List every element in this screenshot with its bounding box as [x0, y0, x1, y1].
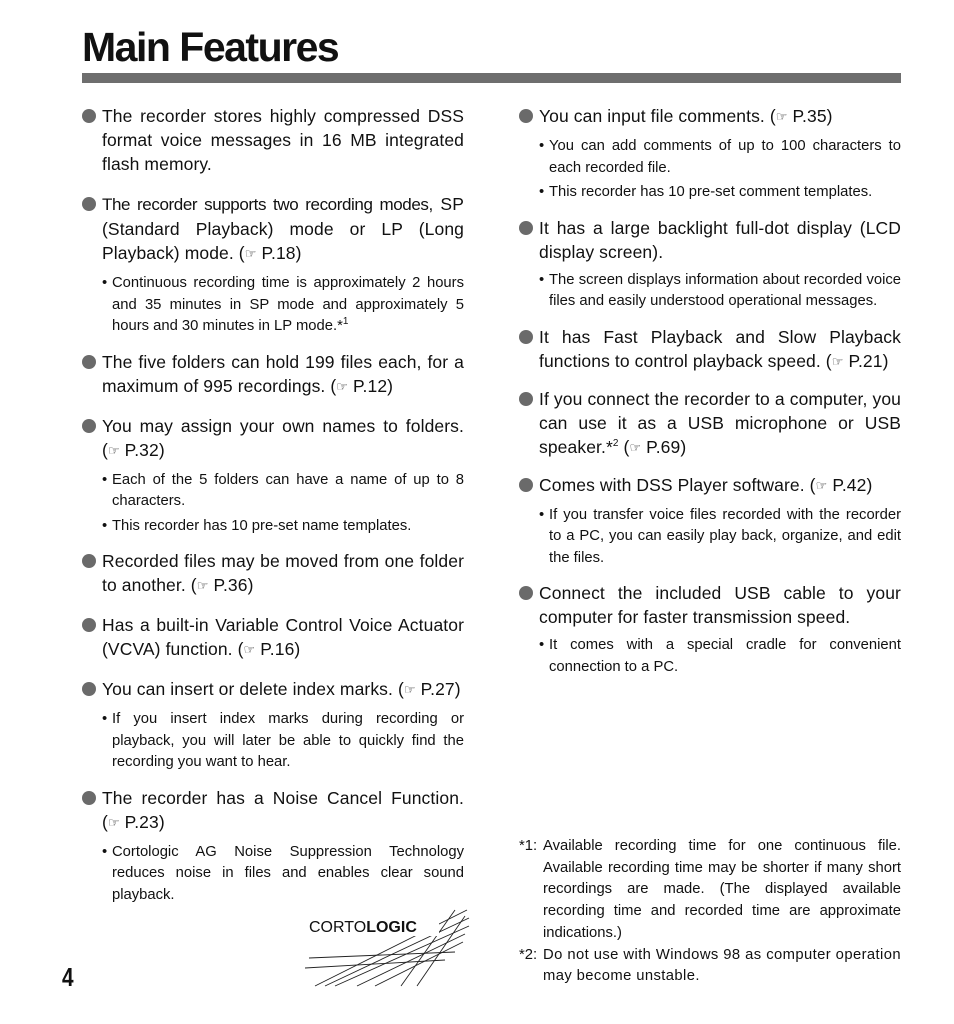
page-reference-text: P.27): [420, 679, 461, 699]
sub-bullet-icon: •: [102, 471, 108, 488]
pointing-hand-icon: ☞: [831, 353, 844, 369]
footnote-ref: 2: [612, 437, 619, 449]
sub-bullet-list: [102, 842, 464, 907]
feature-body-text: You can insert or delete index marks. (: [102, 679, 404, 699]
page-reference: [629, 437, 686, 457]
bullet-dot-icon: [82, 791, 96, 805]
feature-body-text: Connect the included USB cable to your computer for faster transmission speed.: [539, 583, 901, 627]
footnote-1: [519, 836, 901, 945]
sub-bullet-item: [539, 635, 901, 678]
feature-text: [102, 192, 464, 267]
feature-item: [82, 104, 464, 176]
feature-body-text: Comes with DSS Player software. (: [539, 474, 816, 495]
sub-bullet-icon: •: [539, 184, 545, 200]
cortologic-logo: [305, 908, 470, 988]
feature-body-text: The recorder has a Noise Cancel Function. (: [102, 787, 464, 832]
footnote-text: Available recording time for one continuous file. Available recording time may be shorter if many short recordings are made. (The displayed available recording time and recorded time are approximate indications.): [543, 838, 901, 941]
feature-text: [102, 786, 464, 836]
feature-item: [82, 549, 464, 599]
feature-text: [102, 677, 464, 703]
sub-bullet-text: If you insert index marks during recording or playback, you will later be able to quickly find the recording you want to hear.: [112, 711, 464, 770]
page-reference: [776, 106, 833, 126]
bullet-dot-icon: [82, 554, 96, 568]
page-reference-text: P.32): [124, 439, 165, 460]
sub-bullet-icon: •: [539, 637, 545, 653]
feature-item: [519, 387, 901, 461]
feature-text: [102, 350, 464, 400]
bullet-dot-icon: [519, 330, 533, 344]
footnote-mark: *1:: [519, 838, 538, 854]
feature-text: [102, 414, 464, 464]
page-reference-text: P.18): [261, 243, 302, 263]
bullet-dot-icon: [519, 586, 533, 600]
pointing-hand-icon: ☞: [107, 442, 120, 458]
sub-bullet-text: This recorder has 10 pre-set name templates.: [112, 517, 412, 534]
sub-bullet-icon: •: [539, 271, 545, 288]
sub-bullet-icon: •: [102, 517, 108, 534]
sub-bullet-item: [539, 136, 901, 179]
sub-bullet-item: [102, 516, 464, 538]
feature-item: [82, 613, 464, 663]
footnotes: [519, 836, 901, 988]
feature-lead-text: The recorder supports two recording modes,: [102, 195, 433, 214]
sub-bullet-text: The screen displays information about recorded voice files and easily understood operational messages.: [549, 271, 901, 309]
sub-bullet-text: If you transfer voice files recorded with the recorder to a PC, you can easily play back, organize, and edit the files.: [549, 506, 901, 566]
logo-text-part2: LOGIC: [366, 919, 417, 936]
page-reference-text: P.35): [792, 106, 833, 126]
page-reference: [832, 351, 889, 371]
sub-bullet-list: [539, 136, 901, 204]
page-reference: [197, 575, 254, 595]
page-reference: [336, 376, 393, 396]
left-feature-column: [82, 104, 464, 918]
sub-bullet-text: Continuous recording time is approximately 2 hours and 35 minutes in SP mode and approximately 5 hours and 30 minutes in LP mode.*: [112, 275, 464, 334]
feature-text: [539, 581, 901, 629]
page-number: 4: [62, 962, 74, 992]
feature-item: [82, 350, 464, 400]
sub-bullet-text: Cortologic AG Noise Suppression Technology reduces noise in files and enables clear sound playback.: [112, 843, 464, 903]
sub-bullet-text: You can add comments of up to 100 characters to each recorded file.: [549, 138, 901, 176]
pointing-hand-icon: ☞: [243, 642, 256, 657]
feature-body-text: The five folders can hold 199 files each, for a maximum of 995 recordings. (: [102, 351, 464, 396]
bullet-dot-icon: [82, 618, 96, 632]
sub-bullet-text: This recorder has 10 pre-set comment templates.: [549, 184, 873, 200]
sub-bullet-icon: •: [102, 275, 108, 291]
right-feature-column: [519, 104, 901, 690]
page-reference-text: P.23): [124, 811, 165, 832]
page-reference: [245, 243, 302, 263]
bullet-dot-icon: [82, 355, 96, 369]
logo-text-part1: CORTO: [309, 919, 367, 936]
bullet-dot-icon: [519, 478, 533, 492]
page-reference: [108, 440, 165, 460]
feature-body-text: (: [618, 436, 630, 457]
feature-body-text: It has a large backlight full-dot display (LCD display screen).: [539, 217, 901, 262]
bullet-dot-icon: [519, 109, 533, 123]
sub-bullet-list: [102, 709, 464, 774]
sub-bullet-text: Each of the 5 folders can have a name of up to 8 characters.: [112, 471, 464, 509]
pointing-hand-icon: ☞: [775, 109, 788, 124]
sub-bullet-icon: •: [539, 506, 545, 523]
sub-bullet-item: [102, 842, 464, 907]
sub-bullet-item: [102, 709, 464, 774]
feature-text: [539, 473, 901, 499]
page-reference-text: P.21): [848, 350, 889, 371]
feature-text: [102, 104, 464, 176]
feature-item: [82, 192, 464, 338]
footnote-mark: *2:: [519, 946, 538, 963]
page-reference: [404, 679, 461, 699]
page-title: Main Features: [82, 24, 339, 70]
sub-bullet-list: [102, 470, 464, 538]
feature-text: [539, 325, 901, 375]
sub-bullet-item: [102, 273, 464, 338]
pointing-hand-icon: ☞: [815, 477, 828, 493]
sub-bullet-list: [539, 635, 901, 678]
footnote-text: Do not use with Windows 98 as computer operation may become unstable.: [543, 946, 901, 985]
pointing-hand-icon: ☞: [403, 682, 416, 697]
feature-text: [102, 549, 464, 599]
sub-bullet-item: [102, 470, 464, 513]
pointing-hand-icon: ☞: [107, 814, 120, 830]
sub-bullet-item: [539, 182, 901, 204]
page-reference-text: P.42): [832, 474, 873, 495]
feature-item: [82, 414, 464, 538]
feature-text: [102, 613, 464, 663]
page-reference-text: P.12): [353, 375, 394, 396]
feature-body-text: Recorded files may be moved from one folder to another. (: [102, 551, 464, 595]
feature-body-text: It has Fast Playback and Slow Playback functions to control playback speed. (: [539, 326, 901, 371]
pointing-hand-icon: ☞: [244, 246, 257, 261]
page-reference: [244, 639, 301, 659]
sub-bullet-icon: •: [539, 138, 545, 154]
pointing-hand-icon: ☞: [196, 578, 209, 593]
footnote-ref: 1: [342, 316, 349, 328]
feature-item: [82, 677, 464, 774]
sub-bullet-item: [539, 505, 901, 570]
feature-item: [519, 581, 901, 678]
page-reference-text: P.69): [646, 436, 687, 457]
sub-bullet-text: It comes with a special cradle for convenient connection to a PC.: [549, 637, 901, 675]
feature-body-text: SP (Standard Playback) mode or LP (Long Playback) mode. (: [102, 194, 464, 263]
feature-item: [519, 216, 901, 313]
feature-body-text: You can input file comments. (: [539, 106, 776, 126]
pointing-hand-icon: ☞: [336, 378, 349, 394]
sub-bullet-icon: •: [102, 711, 108, 727]
feature-body-text: Has a built-in Variable Control Voice Actuator (VCVA) function. (: [102, 615, 464, 659]
feature-item: [519, 104, 901, 204]
sub-bullet-icon: •: [102, 843, 108, 860]
page-reference-text: P.36): [213, 575, 254, 595]
svg-text:CORTOLOGIC: [309, 919, 417, 936]
feature-item: [82, 786, 464, 907]
bullet-dot-icon: [519, 392, 533, 406]
bullet-dot-icon: [82, 197, 96, 211]
footnote-2: [519, 945, 901, 988]
feature-body-text: The recorder stores highly compressed DSS format voice messages in 16 MB integrated flash memory.: [102, 106, 464, 174]
bullet-dot-icon: [82, 109, 96, 123]
feature-text: [539, 387, 901, 461]
page-reference: [108, 812, 165, 832]
sub-bullet-list: [539, 505, 901, 570]
sub-bullet-item: [539, 270, 901, 313]
bullet-dot-icon: [82, 419, 96, 433]
page-reference: [816, 475, 873, 495]
feature-text: [539, 216, 901, 264]
bullet-dot-icon: [82, 682, 96, 696]
sub-bullet-list: [539, 270, 901, 313]
sub-bullet-list: [102, 273, 464, 338]
bullet-dot-icon: [519, 221, 533, 235]
feature-item: [519, 473, 901, 570]
pointing-hand-icon: ☞: [629, 439, 642, 455]
page-reference-text: P.16): [260, 639, 301, 659]
title-underline-bar: [82, 73, 901, 83]
feature-item: [519, 325, 901, 375]
feature-body-text: You may assign your own names to folders. (: [102, 415, 464, 460]
feature-body-text: If you connect the recorder to a computer, you can use it as a USB microphone or USB speaker.*: [539, 388, 901, 457]
feature-text: [539, 104, 901, 130]
